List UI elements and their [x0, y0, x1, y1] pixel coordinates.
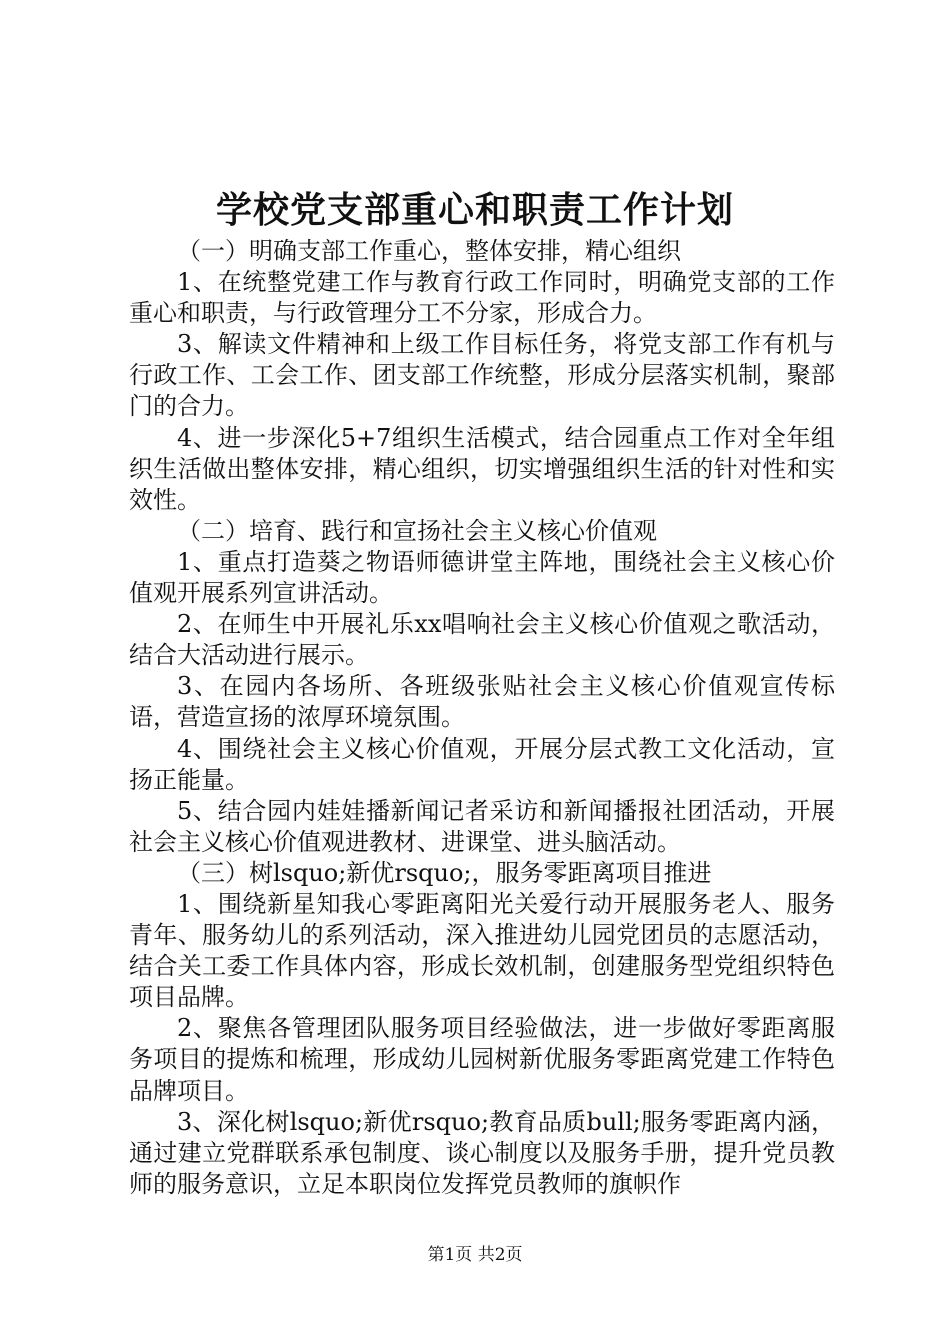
- document-body: [129, 236, 835, 1200]
- section-heading: （三）树lsquo;新优rsquo;，服务零距离项目推进: [177, 858, 712, 887]
- paragraph: 1、围绕新星知我心零距离阳光关爱行动开展服务老人、服务青年、服务幼儿的系列活动，深入推进幼儿园党团员的志愿活动，结合关工委工作具体内容，形成长效机制，创建服务型党组织特色项目品牌。: [129, 889, 835, 1012]
- section-heading: （二）培育、践行和宣扬社会主义核心价值观: [177, 516, 657, 545]
- paragraph: 4、围绕社会主义核心价值观，开展分层式教工文化活动，宣扬正能量。: [129, 734, 835, 794]
- paragraph: 3、在园内各场所、各班级张贴社会主义核心价值观宣传标语，营造宣扬的浓厚环境氛围。: [129, 672, 835, 732]
- paragraph: 2、在师生中开展礼乐xx唱响社会主义核心价值观之歌活动，结合大活动进行展示。: [129, 610, 835, 670]
- section-1: [129, 236, 835, 516]
- paragraph: 3、解读文件精神和上级工作目标任务，将党支部工作有机与行政工作、工会工作、团支部工作统整，形成分层落实机制，聚部门的合力。: [129, 330, 835, 421]
- paragraph: 3、深化树lsquo;新优rsquo;教育品质bull;服务零距离内涵，通过建立党群联系承包制度、谈心制度以及服务手册，提升党员教师的服务意识，立足本职岗位发挥党员教师的旗帜作: [129, 1107, 835, 1198]
- page-number-footer: 第1页 共2页: [427, 1245, 523, 1265]
- section-3: [129, 858, 835, 1200]
- section-heading: （一）明确支部工作重心，整体安排，精心组织: [177, 237, 681, 265]
- paragraph: 1、在统整党建工作与教育行政工作同时，明确党支部的工作重心和职责，与行政管理分工不分家，形成合力。: [129, 268, 835, 328]
- paragraph: 1、重点打造葵之物语师德讲堂主阵地，围绕社会主义核心价值观开展系列宣讲活动。: [129, 547, 835, 608]
- document-title: 学校党支部重心和职责工作计划: [215, 189, 734, 231]
- paragraph: 4、进一步深化5+7组织生活模式，结合园重点工作对全年组织生活做出整体安排，精心组织，切实增强组织生活的针对性和实效性。: [129, 423, 835, 514]
- paragraph: 2、聚焦各管理团队服务项目经验做法，进一步做好零距离服务项目的提炼和梳理，形成幼儿园树新优服务零距离党建工作特色品牌项目。: [129, 1014, 835, 1105]
- section-2: [129, 516, 835, 858]
- paragraph: 5、结合园内娃娃播新闻记者采访和新闻播报社团活动，开展社会主义核心价值观进教材、进课堂、进头脑活动。: [129, 796, 835, 856]
